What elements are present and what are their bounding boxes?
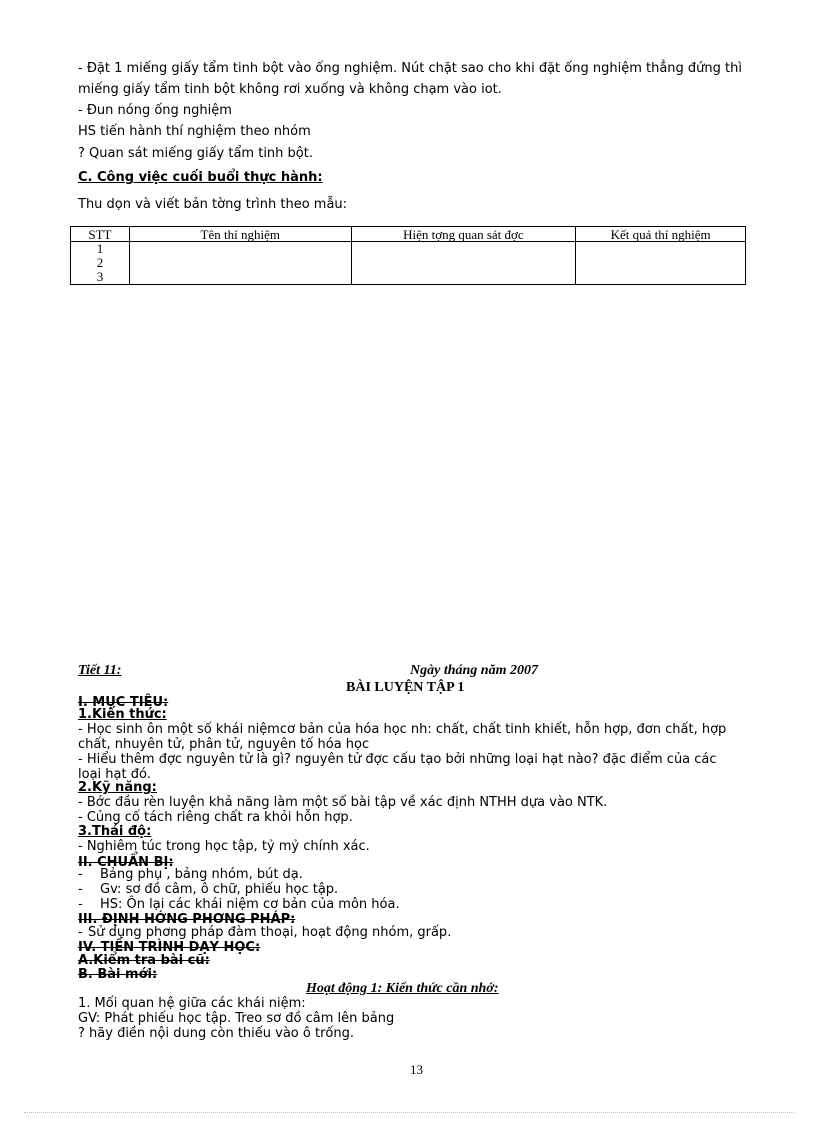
lesson-date: Ngày tháng năm 2007 xyxy=(410,663,538,678)
knowledge-line-4: loại hạt đó. xyxy=(78,767,151,782)
instruction-line-5: ? Quan sát miếng giấy tẩm tinh bột. xyxy=(78,146,313,161)
activity-line-3: ? hãy điền nội dung còn thiếu vào ô trống. xyxy=(78,1026,354,1041)
observation-cell xyxy=(351,242,576,285)
method-line-1: - Sử dụng phơng pháp đàm thoại, hoạt động nhóm, grấp. xyxy=(78,925,452,940)
section-objectives: I. MỤC TIÊU: xyxy=(78,695,169,710)
activity-line-1: 1. Mối quan hệ giữa các khái niệm: xyxy=(78,996,306,1011)
table-row xyxy=(71,242,746,285)
cleanup-instruction: Thu dọn và viết bản tờng trình theo mẫu: xyxy=(78,197,348,212)
stt-2: 2 xyxy=(96,255,104,270)
page-bottom-divider xyxy=(24,1112,794,1113)
header-stt: STT xyxy=(71,227,130,242)
lesson-title: BÀI LUYỆN TẬP 1 xyxy=(346,680,465,695)
skills-line-1: - Bớc đầu rèn luyện khả năng làm một số bài tập về xác định NTHH dựa vào NTK. xyxy=(78,795,608,810)
instruction-line-1: - Đặt 1 miếng giấy tẩm tinh bột vào ống nghiệm. Nút chặt sao cho khi đặt ống nghiệm thẳng đứng thì xyxy=(78,61,742,76)
activity-1-heading: Hoạt động 1: Kiến thức cần nhớ: xyxy=(306,981,499,996)
subsection-skills: 2.Kỹ năng: xyxy=(78,780,157,795)
subsection-knowledge: 1.Kiến thức: xyxy=(78,707,167,722)
subsection-review: A.Kiểm tra bài cũ: xyxy=(78,953,210,968)
page-number: 13 xyxy=(410,1062,423,1077)
knowledge-line-3: - Hiểu thêm đợc nguyên tử là gì? nguyên tử đợc cấu tạo bởi những loại hạt nào? đặc điểm của các xyxy=(78,752,717,767)
table-header-row xyxy=(71,227,746,242)
header-result: Kết quả thí nghiệm xyxy=(576,227,746,242)
subsection-new-lesson: B. Bài mới: xyxy=(78,967,158,982)
knowledge-line-1: - Học sinh ôn một số khái niệmcơ bản của hóa học nh: chất, chất tinh khiết, hỗn hợp, đơn chất, hợp xyxy=(78,722,727,737)
header-observation: Hiện tợng quan sát đợc xyxy=(351,227,576,242)
stt-3: 3 xyxy=(96,269,104,284)
section-method: III. ĐỊNH HỚNG PHƠNG PHÁP: xyxy=(78,912,296,927)
prep-line-1: - Bảng phụ , bảng nhóm, bút dạ. xyxy=(78,867,303,882)
skills-line-2: - Củng cố tách riêng chất ra khỏi hỗn hợp. xyxy=(78,810,353,825)
lesson-number: Tiết 11: xyxy=(78,663,122,678)
section-c-heading: C. Công việc cuối buổi thực hành: xyxy=(78,170,323,185)
prep-line-2: - Gv: sơ đồ câm, ô chữ, phiếu học tập. xyxy=(78,882,339,897)
header-experiment-name: Tên thí nghiệm xyxy=(129,227,351,242)
bullet-marker: - xyxy=(78,897,83,912)
attitude-line-1: - Nghiêm túc trong học tập, tỷ mỷ chính xác. xyxy=(78,839,370,854)
section-preparation: II. CHUẨN BỊ: xyxy=(78,855,174,870)
bullet-marker: - xyxy=(78,867,83,882)
report-template-table xyxy=(70,226,746,285)
bullet-marker: - xyxy=(78,925,83,940)
stt-1: 1 xyxy=(96,241,104,256)
stt-cell xyxy=(71,242,130,285)
bullet-marker: - xyxy=(78,882,83,897)
subsection-attitude: 3.Thái độ: xyxy=(78,824,152,839)
section-process: IV. TIẾN TRÌNH DẠY HỌC: xyxy=(78,940,261,955)
activity-line-2: GV: Phát phiếu học tập. Treo sơ đồ câm lên bảng xyxy=(78,1011,395,1026)
instruction-line-2: miếng giấy tẩm tinh bột không rơi xuống và không chạm vào iot. xyxy=(78,82,502,97)
instruction-line-3: - Đun nóng ống nghiệm xyxy=(78,103,232,118)
experiment-name-cell xyxy=(129,242,351,285)
knowledge-line-2: chất, nhuyên tử, phân tử, nguyên tố hóa học xyxy=(78,737,370,752)
instruction-line-4: HS tiến hành thí nghiệm theo nhóm xyxy=(78,124,311,139)
prep-line-3: - HS: Ôn lại các khái niệm cơ bản của môn hóa. xyxy=(78,897,400,912)
result-cell xyxy=(576,242,746,285)
